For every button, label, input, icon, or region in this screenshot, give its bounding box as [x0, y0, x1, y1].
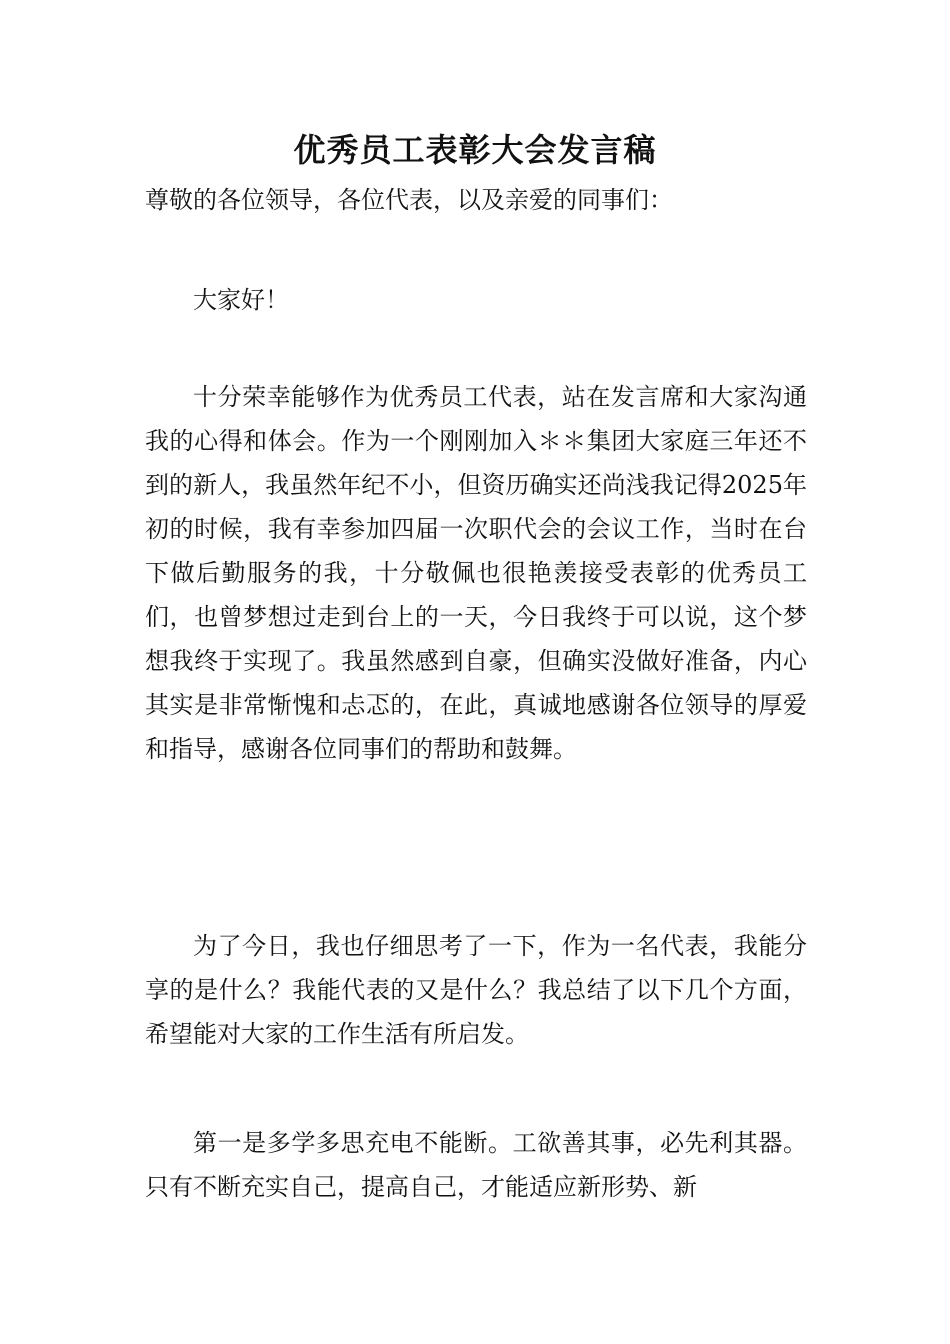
paragraph-point-one: 第一是多学多思充电不能断。工欲善其事，必先利其器。只有不断充实自己，提高自己，才能适应新形势、新 [145, 1129, 807, 1201]
paragraph-reflection: 为了今日，我也仔细思考了一下，作为一名代表，我能分享的是什么？我能代表的又是什么？我总结了以下几个方面，希望能对大家的工作生活有所启发。 [145, 932, 807, 1048]
salutation: 尊敬的各位领导，各位代表，以及亲爱的同事们： [145, 186, 673, 214]
paragraph-introduction: 十分荣幸能够作为优秀员工代表，站在发言席和大家沟通我的心得和体会。作为一个刚刚加入＊＊集团大家庭三年还不到的新人，我虽然年纪不小，但资历确实还尚浅我记得2025年初的时候，我有幸参加四届一次职代会的会议工作，当时在台下做后勤服务的我，十分敬佩也很艳羡接受表彰的优秀员工们，也曾梦想过走到台上的一天，今日我终于可以说，这个梦想我终于实现了。我虽然感到自豪，但确实没做好准备，内心其实是非常惭愧和忐忑的，在此，真诚地感谢各位领导的厚爱和指导，感谢各位同事们的帮助和鼓舞。 [145, 383, 807, 763]
paragraph-greeting: 大家好！ [193, 286, 289, 314]
document-title: 优秀员工表彰大会发言稿 [293, 131, 657, 169]
